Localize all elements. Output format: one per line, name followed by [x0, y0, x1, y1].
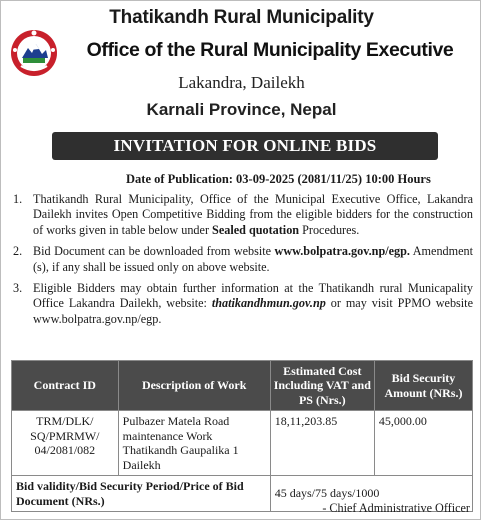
item-text-end: or may visit PPMO website www.bolpatra.gov.np/egp. — [33, 296, 473, 326]
province: Karnali Province, Nepal — [146, 100, 337, 119]
table-header-row — [12, 361, 473, 411]
publication-date: Date of Publication: 03-09-2025 (2081/11/25) 10:00 Hours — [126, 172, 431, 186]
website-link[interactable]: www.bolpatra.gov.np/egp. — [274, 244, 410, 259]
municipality-website-link[interactable]: thatikandhmun.gov.np — [211, 296, 326, 311]
bid-validity-label: Bid validity/Bid Security Period/Price of Bid Document (NRs.) — [12, 476, 271, 512]
office-name: Office of the Rural Municipality Executive — [86, 39, 454, 61]
list-item — [11, 192, 473, 238]
estimated-cost-cell: 18,11,203.85 — [270, 411, 374, 476]
column-header-estimated-cost: Estimated Cost Including VAT and PS (Nrs.) — [270, 361, 374, 411]
column-header-contract-id: Contract ID — [12, 361, 119, 411]
table-row — [12, 411, 473, 476]
notice-items — [11, 192, 473, 333]
item-text: Eligible Bidders may obtain further information at the Thatikandh rural Municapality Office Lakandra Dailekh, website: — [33, 281, 473, 311]
list-item — [11, 244, 473, 275]
municipality-name: Thatikandh Rural Municipality — [109, 7, 374, 28]
nepal-emblem-icon — [9, 28, 59, 78]
list-item — [11, 281, 473, 327]
item-number: 2. — [13, 244, 23, 259]
item-text: Bid Document can be downloaded from website — [33, 244, 275, 259]
signature: - Chief Administrative Officer — [322, 501, 470, 515]
item-bold-text: Sealed quotation — [212, 222, 300, 237]
bid-security-cell: 45,000.00 — [374, 411, 472, 476]
item-text-end: Amendment (s), if any shall be issued only on above website. — [33, 244, 474, 274]
bids-table — [11, 360, 473, 512]
notice-title-banner: INVITATION FOR ONLINE BIDS — [52, 132, 438, 160]
column-header-bid-security: Bid Security Amount (NRs.) — [374, 361, 472, 411]
description-cell: Pulbazer Matela Road maintenance Work Thatikandh Gaupalika 1 Dailekh — [118, 411, 270, 476]
location: Lakandra, Dailekh — [178, 73, 305, 92]
item-number: 1. — [13, 192, 23, 206]
column-header-description: Description of Work — [118, 361, 270, 411]
bid-validity-value: 45 days/75 days/1000 — [270, 476, 472, 512]
item-number: 3. — [13, 281, 23, 296]
item-text: Thatikandh Rural Municipality, Office of the Municipal Executive Office, Lakandra Dailekh invites Open Competitive Bidding from the eligible bidders for the construction of works given in table below under — [33, 192, 473, 237]
item-text-end: Procedures. — [299, 222, 360, 237]
contract-id-cell: TRM/DLK/ SQ/PMRMW/ 04/2081/082 — [12, 411, 119, 476]
